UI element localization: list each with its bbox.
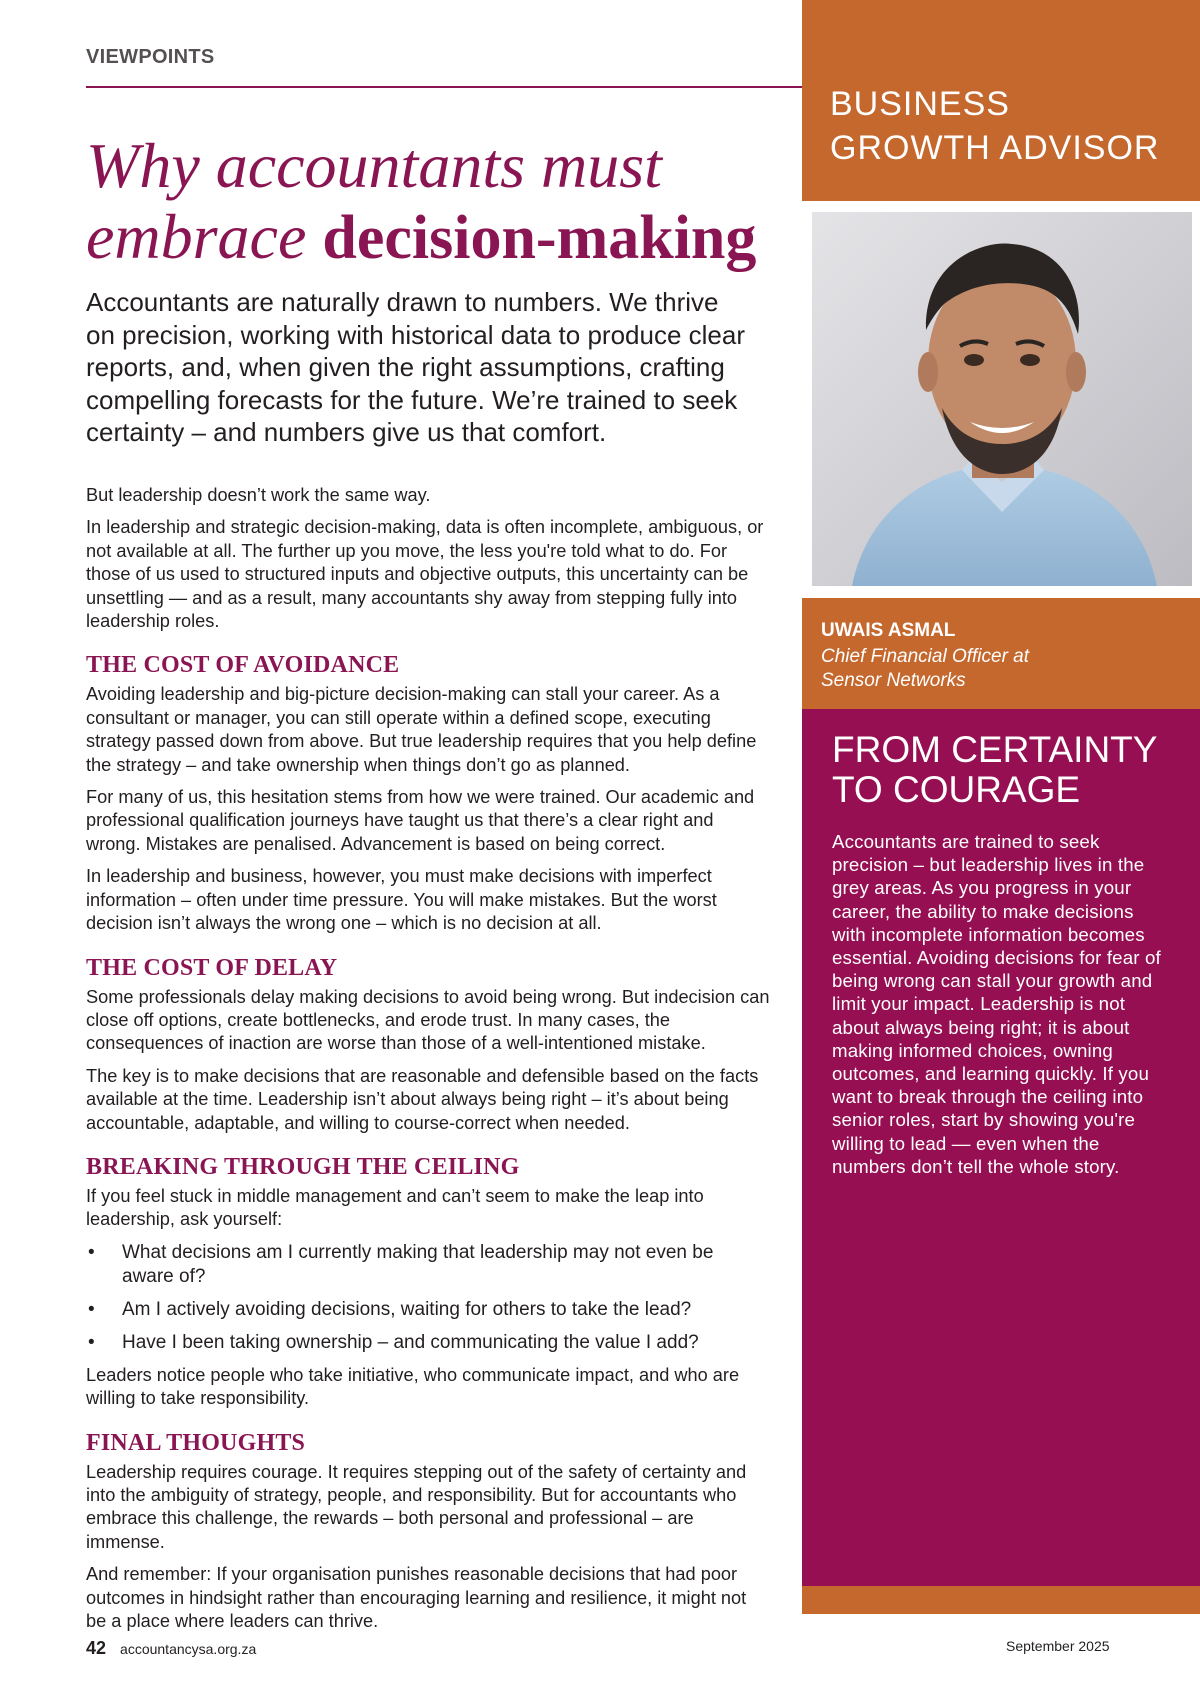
author-name: UWAIS ASMAL bbox=[821, 620, 956, 641]
question-list bbox=[86, 1241, 770, 1355]
paragraph: If you feel stuck in middle management and can’t seem to make the leap into leadership, ask yourself: bbox=[86, 1185, 704, 1230]
title-line-2-italic: embrace bbox=[86, 201, 323, 272]
subheading-avoidance: THE COST OF AVOIDANCE bbox=[86, 652, 400, 679]
paragraph: In leadership and business, however, you must make decisions with imperfect information – often under time pressure. You will make mistakes. But the worst decision isn’t always the wrong one – which is no decision at all. bbox=[86, 866, 717, 934]
footer-left bbox=[86, 1638, 256, 1659]
paragraph: Leadership requires courage. It requires stepping out of the safety of certainty and into the ambiguity of strategy, people, and responsibility. But for accountants who embrace this challenge, the rewards – both personal and professional – are immense. bbox=[86, 1461, 747, 1552]
paragraph: In leadership and strategic decision-making, data is often incomplete, ambiguous, or not available at all. The further up you move, the less you're told what to do. For those of us used to structured inputs and objective outputs, this uncertainty can be unsettling — and as a result, many accountants shy away from stepping fully into leadership roles. bbox=[86, 517, 764, 632]
callout-title bbox=[832, 730, 1172, 810]
sidebar-heading bbox=[830, 82, 1190, 170]
paragraph: But leadership doesn’t work the same way. bbox=[86, 485, 431, 505]
paragraph: The key is to make decisions that are reasonable and defensible based on the facts available at the time. Leadership isn’t about always being right – it’s about being accountable, adaptable, and willing to course-correct when needed. bbox=[86, 1065, 759, 1133]
sidebar-heading-line-2: GROWTH ADVISOR bbox=[830, 129, 1160, 167]
author-photo bbox=[812, 212, 1192, 586]
paragraph: Some professionals delay making decisions to avoid being wrong. But indecision can close off options, create bottlenecks, and erode trust. In many cases, the consequences of inaction are worse than those of a well-intentioned mistake. bbox=[86, 986, 770, 1054]
list-item-text: Have I been taking ownership – and communicating the value I add? bbox=[122, 1331, 699, 1353]
paragraph: Leaders notice people who take initiative, who communicate impact, and who are willing to take responsibility. bbox=[86, 1364, 740, 1409]
list-item bbox=[86, 1331, 770, 1355]
author-role-line-2: Sensor Networks bbox=[821, 670, 966, 691]
sidebar-heading-line-1: BUSINESS bbox=[830, 85, 1010, 123]
list-item-text: Am I actively avoiding decisions, waiting for others to take the lead? bbox=[122, 1298, 692, 1320]
title-line-2-bold: decision-making bbox=[322, 204, 757, 272]
title-line-1: Why accountants must bbox=[86, 130, 662, 201]
website-link[interactable]: accountancysa.org.za bbox=[120, 1641, 257, 1657]
bullet: • bbox=[88, 1241, 95, 1263]
section-label: VIEWPOINTS bbox=[86, 46, 215, 68]
callout-text: Accountants are trained to seek precision – but leadership lives in the grey areas. As you progress in your career, the ability to make decisions with incomplete information becomes essential. Avoiding decisions for fear of being wrong can stall your growth and limit your impact. Leadership is not about always being right; it is about making informed choices, owning outcomes, and learning quickly. If you want to break through the ceiling into senior roles, start by showing you're willing to lead — even when the numbers don’t tell the whole story. bbox=[832, 831, 1161, 1177]
header-rule bbox=[86, 86, 802, 88]
author-role bbox=[821, 645, 1181, 693]
article-lede: Accountants are naturally drawn to numbers. We thrive on precision, working with historical data to produce clear reports, and, when given the right assumptions, crafting compelling forecasts for the future. We’re trained to seek certainty – and numbers give us that comfort. bbox=[86, 287, 746, 447]
list-item bbox=[86, 1298, 770, 1322]
issue-date: September 2025 bbox=[1006, 1638, 1110, 1654]
bullet: • bbox=[88, 1331, 95, 1353]
callout-title-line-1: FROM CERTAINTY bbox=[832, 729, 1158, 770]
article-body bbox=[86, 484, 770, 1642]
page-number: 42 bbox=[86, 1638, 107, 1658]
paragraph: For many of us, this hesitation stems from how we were trained. Our academic and professional qualification journeys have taught us that there’s a clear right and wrong. Mistakes are penalised. Advancement is based on being correct. bbox=[86, 787, 755, 854]
subheading-ceiling: BREAKING THROUGH THE CEILING bbox=[86, 1153, 520, 1180]
bullet: • bbox=[88, 1298, 95, 1320]
paragraph: Avoiding leadership and big-picture decision-making can stall your career. As a consultant or manager, you can still operate within a defined scope, executing strategy passed down from above. But true leadership requires that you help define the strategy – and take ownership when things don’t go as planned. bbox=[86, 684, 757, 775]
subheading-delay: THE COST OF DELAY bbox=[86, 954, 338, 981]
paragraph: And remember: If your organisation punishes reasonable decisions that had poor outcomes in hindsight rather than encouraging learning and resilience, it might not be a place where leaders can thrive. bbox=[86, 1564, 747, 1631]
list-item bbox=[86, 1241, 770, 1289]
author-role-line-1: Chief Financial Officer at bbox=[821, 646, 1030, 667]
article-title bbox=[86, 132, 786, 274]
subheading-final: FINAL THOUGHTS bbox=[86, 1429, 306, 1456]
callout-title-line-2: TO COURAGE bbox=[832, 769, 1081, 810]
list-item-text: What decisions am I currently making that leadership may not even be aware of? bbox=[122, 1241, 714, 1287]
